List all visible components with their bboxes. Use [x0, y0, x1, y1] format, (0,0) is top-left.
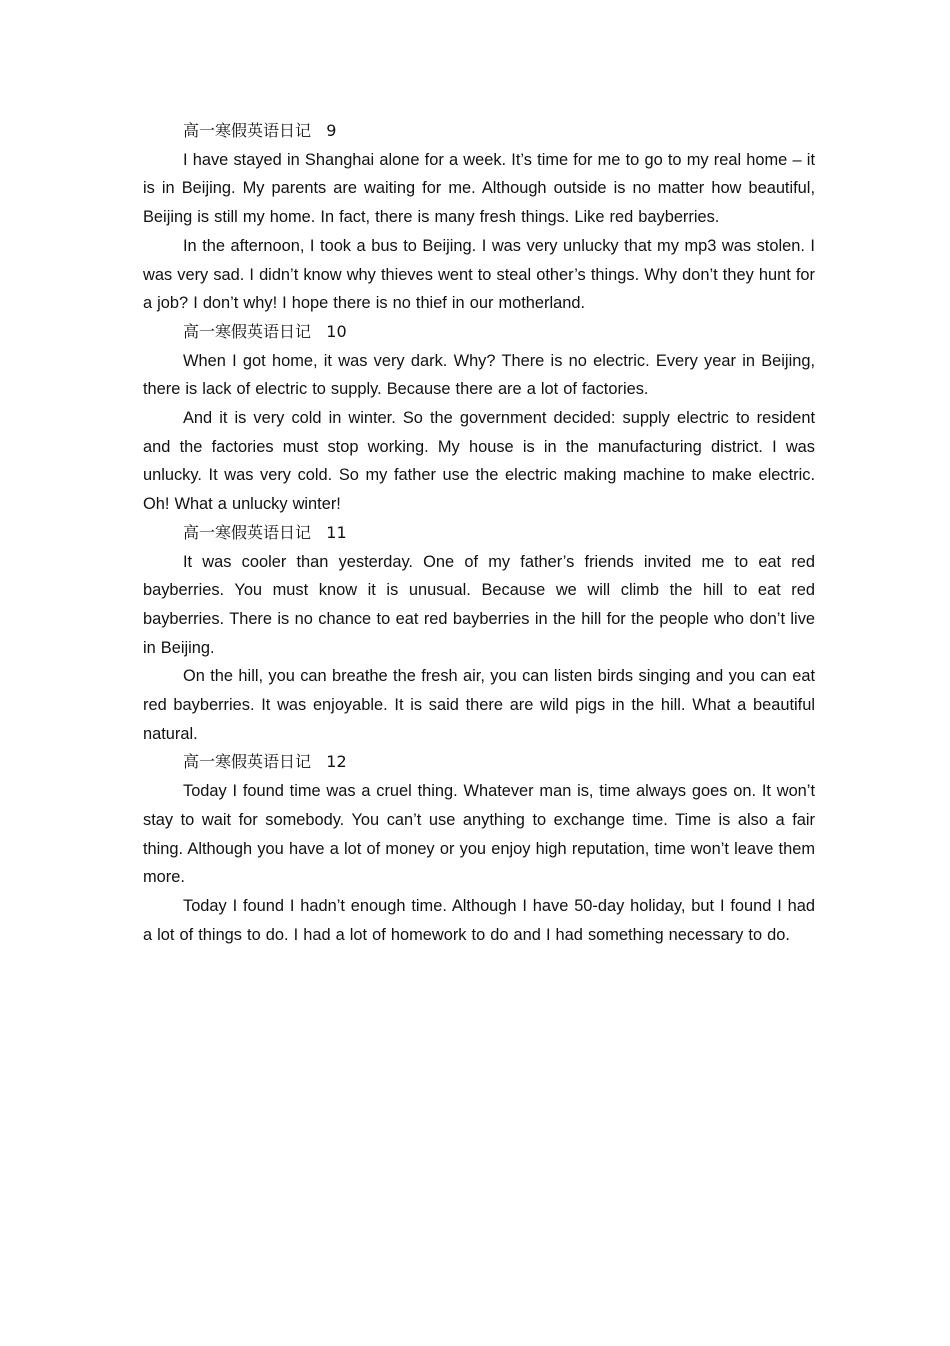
entry-title: 高一寒假英语日记 10 [183, 321, 347, 341]
entry-paragraph: On the hill, you can breathe the fresh air, you can listen birds singing and you can eat red bayberries. It was enjoyable. It is said there are wild pigs in the hill. What a beautiful natural. [143, 667, 815, 743]
entry-paragraph: When I got home, it was very dark. Why? There is no electric. Every year in Beijing, there is lack of electric to supply. Because there are a lot of factories. [143, 351, 815, 399]
diary-entry-9 [143, 117, 815, 318]
entry-paragraph: In the afternoon, I took a bus to Beijing. I was very unlucky that my mp3 was stolen. I was very sad. I didn’t know why thieves went to steal other’s things. Why don’t they hunt for a job? I don’t why! I hope there is no thief in our motherland. [143, 236, 815, 313]
entry-paragraph: Today I found I hadn’t enough time. Although I have 50-day holiday, but I found I had a lot of things to do. I had a lot of homework to do and I had something necessary to do. [143, 896, 815, 944]
entry-title: 高一寒假英语日记 11 [183, 522, 347, 542]
entry-paragraph: And it is very cold in winter. So the government decided: supply electric to resident and the factories must stop working. My house is in the manufacturing district. I was unlucky. It was very cold. So my father use the electric making machine to make electric. Oh! What a unlucky winter! [143, 409, 815, 514]
diary-entry-11 [143, 519, 815, 749]
entry-paragraph: It was cooler than yesterday. One of my father’s friends invited me to eat red bayberries. You must know it is unusual. Because we will climb the hill to eat red bayberries. There is no chance to eat red bayberries in the hill for the people who don’t live in Beijing. [143, 552, 815, 657]
entry-title: 高一寒假英语日记 9 [183, 121, 337, 140]
diary-entry-12 [143, 748, 815, 949]
entry-paragraph: I have stayed in Shanghai alone for a week. It’s time for me to go to my real home – it is in Beijing. My parents are waiting for me. Although outside is no matter how beautiful, Beijing is still my home. In fact, there is many fresh things. Like red bayberries. [143, 150, 815, 227]
diary-entry-10 [143, 318, 815, 519]
entry-title: 高一寒假英语日记 12 [183, 752, 347, 772]
document-page [143, 117, 815, 949]
entry-paragraph: Today I found time was a cruel thing. Whatever man is, time always goes on. It won’t stay to wait for somebody. You can’t use anything to exchange time. Time is also a fair thing. Although you have a lot of money or you enjoy high reputation, time won’t leave them more. [143, 782, 815, 887]
